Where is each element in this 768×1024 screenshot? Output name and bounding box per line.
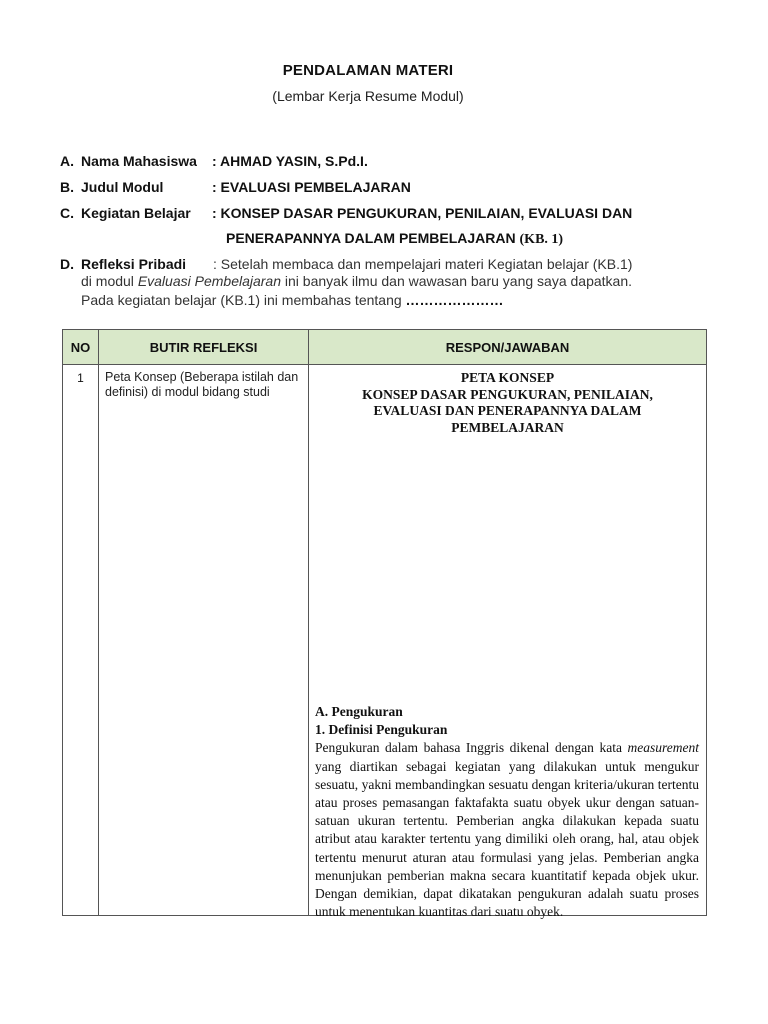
refleksi-line-2 xyxy=(81,272,632,291)
respon-cell xyxy=(309,365,707,920)
peta-konsep-title: PETA KONSEP xyxy=(460,370,555,385)
field-letter: A. xyxy=(60,153,74,169)
table-row xyxy=(63,365,707,916)
field-letter: B. xyxy=(60,179,74,195)
section-heading: A. Pengukuran xyxy=(315,704,403,719)
page-title: PENDALAMAN MATERI xyxy=(282,62,454,79)
field-letter: C. xyxy=(60,205,74,221)
refleksi-text: di modul xyxy=(81,273,138,289)
header-respon-jawaban: RESPON/JAWABAN xyxy=(309,330,707,365)
respon-body xyxy=(315,703,699,921)
subsection-heading: 1. Definisi Pengukuran xyxy=(315,722,448,738)
fill-in-dots: ………………… xyxy=(405,292,504,308)
kb-tag: (KB. 1) xyxy=(519,232,564,247)
reflection-table xyxy=(62,329,707,920)
field-label: Refleksi Pribadi xyxy=(81,256,187,272)
field-kegiatan-belajar-continued xyxy=(226,230,563,248)
refleksi-line-1: : Setelah membaca dan mempelajari materi Kegiatan belajar (KB.1) xyxy=(213,256,633,272)
field-value-continued: PENERAPANNYA DALAM PEMBELAJARAN xyxy=(226,230,516,246)
header-butir-refleksi: BUTIR REFLEKSI xyxy=(99,330,309,365)
field-value: : KONSEP DASAR PENGUKURAN, PENILAIAN, EVALUASI DAN xyxy=(212,205,633,221)
peta-konsep-subtitle: KONSEP DASAR PENGUKURAN, PENILAIAN, EVALUASI DAN PENERAPANNYA DALAM PEMBELAJARAN xyxy=(362,386,653,435)
paragraph-text: yang diartikan sebagai kegiatan yang dilakukan untuk mengukur sesuatu, yakni membandingkan sesuatu dengan kriteria/ukuran tertentu atau proses pemasangan faktafakta suatu obyek ukur dengan satuan-satuan ukuran tertentu. Pemberian angka dilakukan kepada suatu atribut atau karakter tertentu yang dimiliki oleh orang, hal, atau objek tertentu menurut aturan atau formulasi yang jelas. Pemberian angka menunjukan pemberian makna secara kuantitatif kepada objek ukur. Dengan demikian, dapat dikatakan pengukuran adalah suatu proses untuk menentukan kuantitas dari suatu obyek. xyxy=(315,758,699,920)
field-value: : AHMAD YASIN, S.Pd.I. xyxy=(212,153,368,169)
page-subtitle: (Lembar Kerja Resume Modul) xyxy=(272,88,464,104)
row-number: 1 xyxy=(63,365,99,916)
header-no: NO xyxy=(63,330,99,365)
refleksi-text: Pada kegiatan belajar (KB.1) ini membahas tentang xyxy=(81,292,406,308)
definition-paragraph xyxy=(315,739,699,921)
field-label: Judul Modul xyxy=(81,179,164,195)
field-label: Kegiatan Belajar xyxy=(81,205,191,221)
table-header-row xyxy=(63,330,707,365)
field-value: : EVALUASI PEMBELAJARAN xyxy=(212,179,411,195)
field-letter: D. xyxy=(60,256,74,272)
refleksi-text: ini banyak ilmu dan wawasan baru yang saya dapatkan. xyxy=(281,273,633,289)
paragraph-text: Pengukuran dalam bahasa Inggris dikenal dengan kata xyxy=(315,740,628,756)
respon-heading xyxy=(309,370,706,436)
modul-title: Evaluasi Pembelajaran xyxy=(137,273,282,289)
field-label: Nama Mahasiswa xyxy=(81,153,197,169)
butir-cell: Peta Konsep (Beberapa istilah dan definisi) di modul bidang studi xyxy=(99,365,309,916)
refleksi-line-3 xyxy=(81,291,504,310)
term-measurement: measurement xyxy=(627,740,699,756)
